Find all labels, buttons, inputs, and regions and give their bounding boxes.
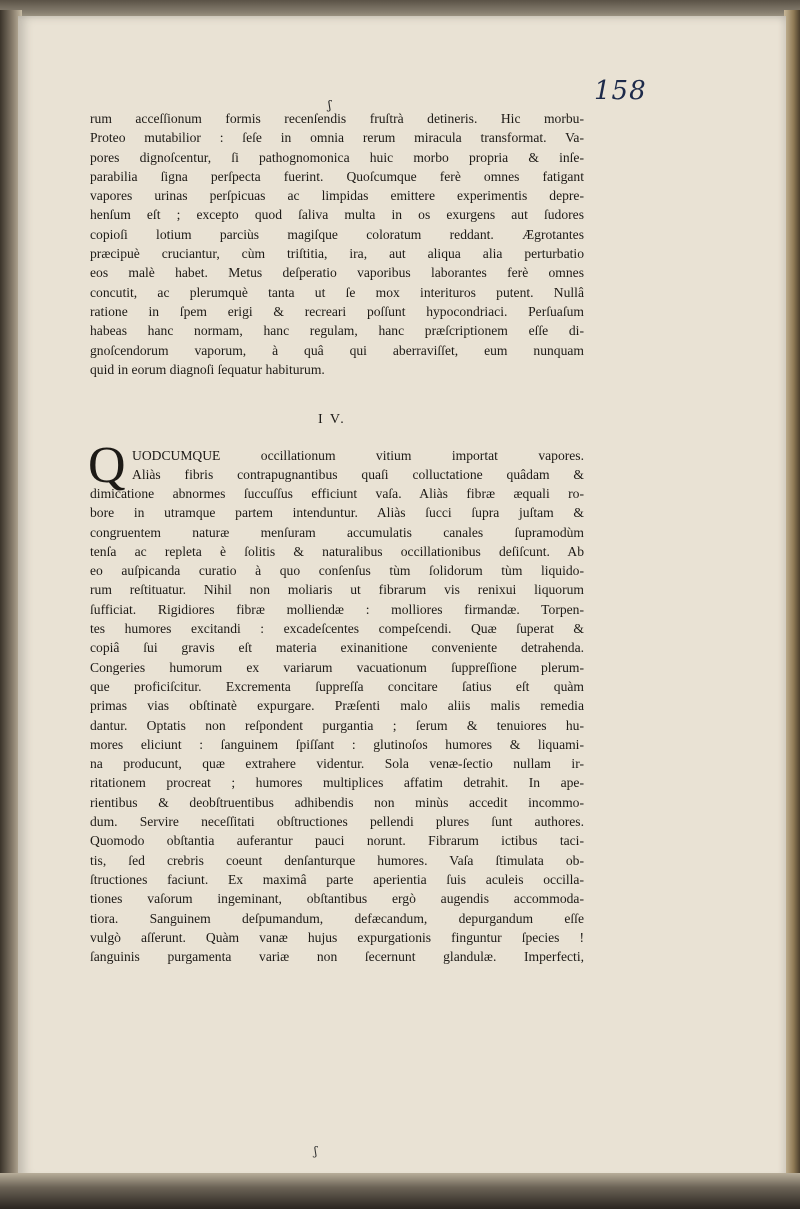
text-line: eos malè habet. Metus deſperatio vaporibus laborantes ferè omnes bbox=[90, 265, 584, 281]
text-line: tes humores excitandi : excadeſcentes compeſcendi. Quæ ſuperat & bbox=[90, 621, 584, 637]
text-line: Proteo mutabilior : ſeſe in omnia rerum miracula transformat. Va- bbox=[90, 130, 584, 146]
text-line: habeas hanc normam, hanc regulam, hanc præſcriptionem eſſe di- bbox=[90, 323, 584, 339]
bottom-edge bbox=[0, 1173, 800, 1209]
text-line: ſufficiat. Rigidiores fibræ molliendæ : molliores firmandæ. Torpen- bbox=[90, 601, 584, 617]
text-line: parabilia ſigna perſpecta fuerint. Quoſcumque ferè omnes fatigant bbox=[90, 168, 584, 184]
text-line: tiora. Sanguinem deſpumandum, defæcandum, depurgandum eſſe bbox=[90, 910, 584, 926]
text-line: tenſa ac repleta è ſolitis & naturalibus occillationibus deſiſcunt. Ab bbox=[90, 543, 584, 559]
text-line: bore in utramque partem intenduntur. Aliàs ſucci ſupra juſtam & bbox=[90, 505, 584, 521]
paragraph-1 bbox=[90, 109, 584, 379]
paragraph-2 bbox=[90, 484, 584, 966]
text-line: primas vias obſtinatè expurgare. Præſenti malo aliis malis remedia bbox=[90, 698, 584, 714]
text-line: dum. Servire neceſſitati obſtructiones pellendi plures ſunt authores. bbox=[90, 814, 584, 830]
text-line: gnoſcendorum vaporum, à quâ qui aberraviſſet, eum nunquam bbox=[90, 342, 584, 358]
text-line: præcipuè cruciantur, cùm triſtitia, ira, aut aliqua alia perturbatio bbox=[90, 246, 584, 262]
text-line: na producunt, quæ extrahere videntur. Sola venæ-ſectio nullam ir- bbox=[90, 756, 584, 772]
text-line: eo auſpicanda curatio à quo conſenſus tùm ſolidorum tùm liquido- bbox=[90, 563, 584, 579]
page-number: 158 bbox=[594, 76, 647, 106]
text-line: henſum eſt ; excepto quod ſaliva multa in os exurgens aut ſudores bbox=[90, 207, 584, 223]
text-line: mores eliciunt : ſanguinem ſpiſſant : glutinoſos humores & liquami- bbox=[90, 736, 584, 752]
drop-cap: Q bbox=[88, 437, 126, 494]
signature-mark: ʃ bbox=[328, 98, 332, 112]
text-line: copioſi lotium parciùs magiſque coloratum reddant. Ægrotantes bbox=[90, 226, 584, 242]
text-line: Quomodo obſtantia auferantur pauci norunt. Fibrarum ictibus taci- bbox=[90, 833, 584, 849]
text-line: UODCUMQUE occillationum vitium importat vapores. bbox=[132, 448, 584, 463]
page-edge bbox=[784, 10, 800, 1190]
text-line: tiones vaſorum ingeminant, obſtantibus ergò augendis accommoda- bbox=[90, 891, 584, 907]
text-line: rum reſtituatur. Nihil non moliaris ut fibrarum vis renixui liquorum bbox=[90, 582, 584, 598]
text-line: congruentem naturæ menſuram accumulatis canales ſupramodùm bbox=[90, 524, 584, 540]
text-line: concutit, ac plerumquè tanta ut ſe mox interituros putent. Nullâ bbox=[90, 284, 584, 300]
text-line: dimicatione abnormes ſuccuſſus efficiunt vaſa. Aliàs fibræ æquali ro- bbox=[90, 486, 584, 501]
text-line: Congeries humorum ex variarum vacuationum ſuppreſſione plerum- bbox=[90, 659, 584, 675]
paragraph-2-second-line bbox=[132, 465, 584, 484]
text-line: ratione in ſpem erigi & recreari poſſunt hypocondriaci. Perſuaſum bbox=[90, 303, 584, 319]
text-line: Aliàs fibris contrapugnantibus quaſi colluctatione quâdam & bbox=[132, 467, 584, 482]
text-line: ritationem procreat ; humores multiplices affatim detrahit. In ape- bbox=[90, 775, 584, 791]
footer-mark: ʃ bbox=[314, 1144, 318, 1158]
text-line: pores dignoſcentur, ſi pathognomonica huic morbo propria & inſe- bbox=[90, 149, 584, 165]
text-line: ſanguinis purgamenta variæ non ſecernunt glandulæ. Imperfecti, bbox=[90, 949, 584, 965]
text-line: quid in eorum diagnoſi ſequatur habiturum. bbox=[90, 361, 325, 377]
text-line: dantur. Optatis non reſpondent purgantia ; ſerum & tenuiores hu- bbox=[90, 717, 584, 733]
section-heading: I V. bbox=[318, 412, 346, 427]
text-line: rientibus & deobſtruentibus adhibendis non minùs accedit incommo- bbox=[90, 794, 584, 810]
text-line: rum acceſſionum formis recenſendis fruſtrà detineris. Hic morbu- bbox=[90, 111, 584, 126]
text-line: vulgò aſſerunt. Quàm vanæ hujus expurgationis finguntur ſpecies ! bbox=[90, 929, 584, 945]
text-line: vapores urinas perſpicuas ac limpidas emittere experimentis depre- bbox=[90, 188, 584, 204]
book-page bbox=[18, 16, 786, 1180]
text-line: ſtructiones faciunt. Ex maximâ parte aperientia ſuis aculeis occilla- bbox=[90, 871, 584, 887]
text-line: copiâ ſui gravis eſt materia exinanitione conveniente detrahenda. bbox=[90, 640, 584, 656]
text-line: que proficiſcitur. Excrementa ſuppreſſa concitare ſatius eſt quàm bbox=[90, 678, 584, 694]
paragraph-2-opening bbox=[132, 446, 584, 465]
text-line: tis, ſed crebris coeunt denſanturque humores. Vaſa ſtimulata ob- bbox=[90, 852, 584, 868]
